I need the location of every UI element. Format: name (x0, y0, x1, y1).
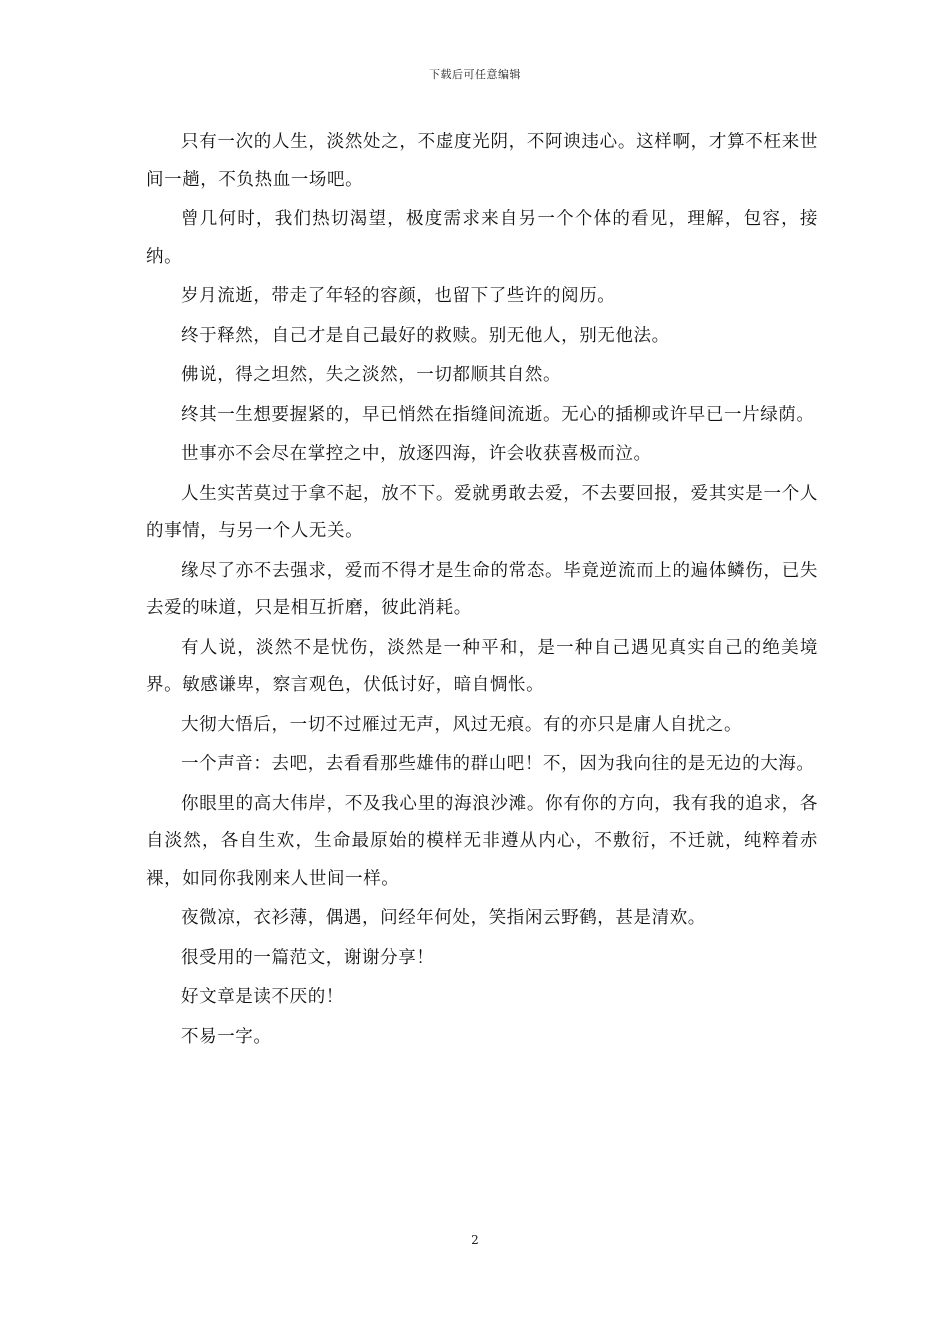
paragraph: 缘尽了亦不去强求，爱而不得才是生命的常态。毕竟逆流而上的遍体鳞伤，已失去爱的味道，只是相互折磨，彼此消耗。 (146, 560, 818, 618)
paragraph: 不易一字。 (181, 1026, 272, 1047)
page-number: 2 (471, 1233, 479, 1247)
page-header: 下载后可任意编辑 (429, 68, 521, 81)
paragraph: 你眼里的高大伟岸，不及我心里的海浪沙滩。你有你的方向，我有我的追求，各自淡然，各自生欢，生命最原始的模样无非遵从内心，不敷衍，不迁就，纯粹着赤裸，如同你我刚来人世间一样。 (146, 793, 818, 889)
paragraph: 终其一生想要握紧的，早已悄然在指缝间流逝。无心的插柳或许早已一片绿荫。 (181, 404, 815, 425)
paragraph: 曾几何时，我们热切渴望，极度需求来自另一个个体的看见，理解，包容，接纳。 (146, 209, 818, 267)
paragraph: 夜微凉，衣衫薄，偶遇，问经年何处，笑指闲云野鹤，甚是清欢。 (181, 908, 706, 928)
paragraph: 很受用的一篇范文，谢谢分享！ (181, 947, 435, 968)
paragraph: 岁月流逝，带走了年轻的容颜，也留下了些许的阅历。 (181, 286, 616, 306)
paragraph: 有人说，淡然不是忧伤，淡然是一种平和，是一种自己遇见真实自己的绝美境界。敏感谦卑，察言观色，伏低讨好，暗自惆怅。 (146, 637, 818, 695)
paragraph: 世事亦不会尽在掌控之中，放逐四海，许会收获喜极而泣。 (181, 444, 652, 464)
paragraph: 人生实苦莫过于拿不起，放不下。爱就勇敢去爱，不去要回报，爱其实是一个人的事情，与另一个人无关。 (146, 483, 818, 541)
paragraph: 一个声音：去吧，去看看那些雄伟的群山吧！不，因为我向往的是无边的大海。 (181, 754, 815, 774)
paragraph: 大彻大悟后，一切不过雁过无声，风过无痕。有的亦只是庸人自扰之。 (181, 714, 743, 735)
paragraph: 终于释然，自己才是自己最好的救赎。别无他人，别无他法。 (181, 325, 670, 346)
paragraph: 佛说，得之坦然，失之淡然，一切都顺其自然。 (181, 365, 562, 385)
document-body (146, 124, 818, 1058)
paragraph: 好文章是读不厌的！ (181, 987, 344, 1007)
paragraph: 只有一次的人生，淡然处之，不虚度光阴，不阿谀违心。这样啊，才算不枉来世间一趟，不负热血一场吧。 (146, 132, 818, 190)
